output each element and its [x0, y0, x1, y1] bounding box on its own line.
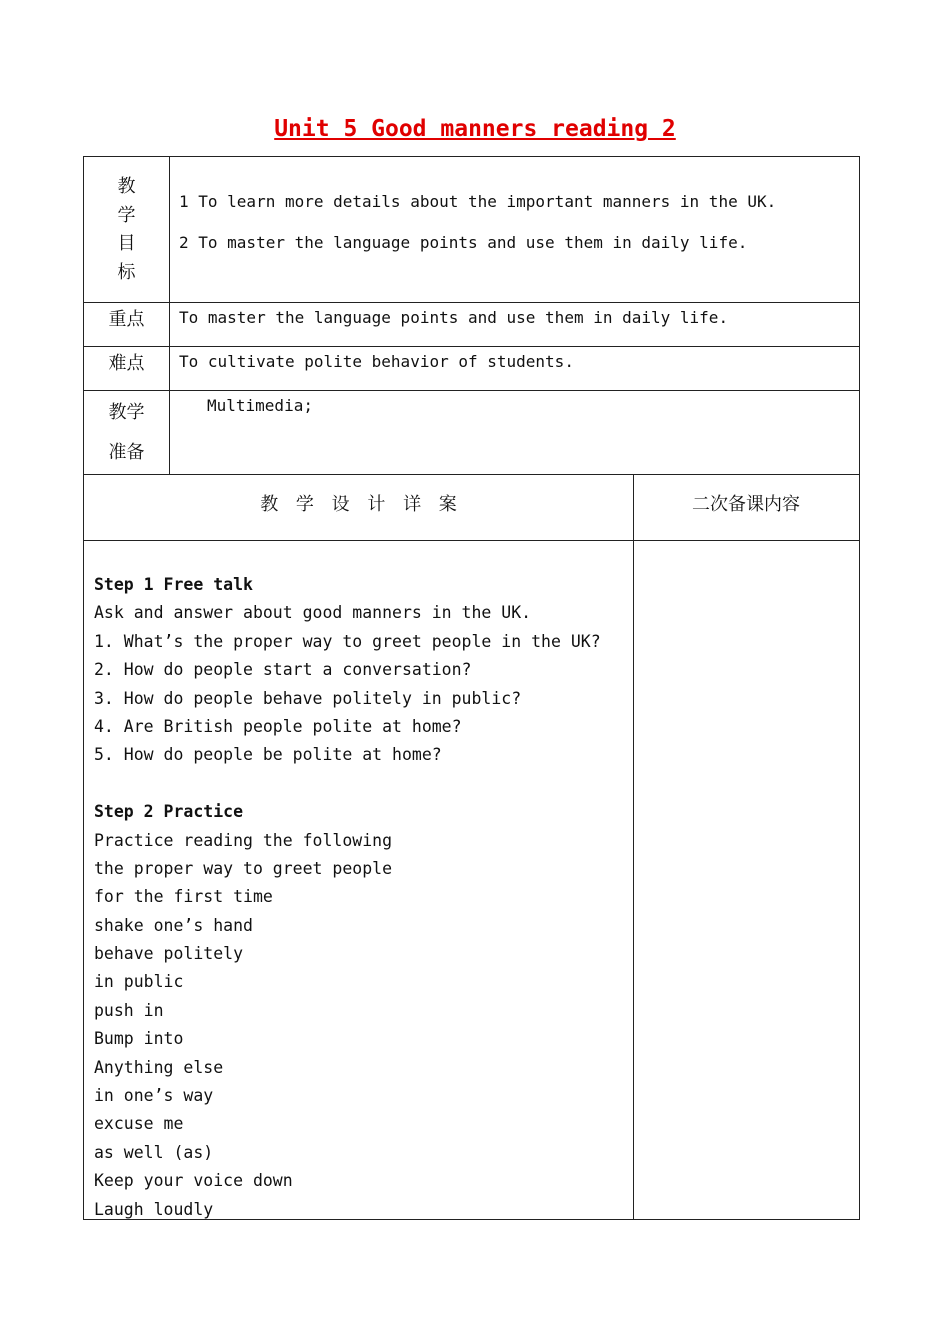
key-point-text: To master the language points and use them in daily life.	[179, 308, 729, 327]
row-divider	[84, 540, 859, 541]
phrase-item: Laugh loudly	[94, 1199, 214, 1219]
lesson-plan-table	[83, 156, 860, 1220]
row-divider	[84, 346, 859, 347]
objective-item: 2 To master the language points and use them in daily life.	[179, 233, 748, 252]
design-header-left: 教 学 设 计 详 案	[260, 494, 457, 515]
step2-title: Step 2 Practice	[94, 802, 244, 822]
phrase-item: Bump into	[94, 1029, 184, 1049]
lesson-content	[94, 571, 601, 1224]
step1-intro: Ask and answer about good manners in the UK.	[94, 603, 532, 623]
phrase-item: push in	[94, 1000, 164, 1020]
label-column-divider	[169, 157, 170, 474]
phrase-item: shake one’s hand	[94, 915, 253, 935]
step1-question: 1. What’s the proper way to greet people in the UK?	[94, 631, 601, 651]
difficulty-text: To cultivate polite behavior of students.	[179, 352, 574, 371]
design-header-right: 二次备课内容	[692, 494, 800, 515]
phrase-item: excuse me	[94, 1114, 184, 1134]
phrase-item: in public	[94, 972, 184, 992]
phrase-item: in one’s way	[94, 1086, 214, 1106]
objectives-label: 教 学 目 标	[117, 176, 136, 283]
step1-question: 4. Are British people polite at home?	[94, 716, 462, 736]
key-point-label: 重点	[108, 309, 145, 330]
step1-title: Step 1 Free talk	[94, 575, 253, 594]
phrase-item: Keep your voice down	[94, 1171, 293, 1191]
row-divider	[84, 390, 859, 391]
difficulty-label: 难点	[108, 353, 145, 374]
step2-intro: Practice reading the following	[94, 830, 393, 850]
preparation-label: 教学 准备	[108, 402, 145, 463]
blank-line	[94, 770, 601, 798]
phrase-item: for the first time	[94, 887, 273, 907]
document-title: Unit 5 Good manners reading 2	[274, 116, 676, 142]
notes-column-divider	[633, 474, 634, 1220]
phrase-item: Anything else	[94, 1057, 224, 1077]
phrase-item: behave politely	[94, 944, 244, 964]
phrase-item: as well (as)	[94, 1142, 214, 1162]
step1-question: 5. How do people be polite at home?	[94, 745, 442, 765]
row-divider	[84, 474, 859, 475]
row-divider	[84, 302, 859, 303]
preparation-text: Multimedia;	[207, 396, 313, 415]
objective-item: 1 To learn more details about the important manners in the UK.	[179, 192, 777, 211]
step1-question: 3. How do people behave politely in public?	[94, 688, 522, 708]
phrase-item: the proper way to greet people	[94, 858, 393, 878]
step1-question: 2. How do people start a conversation?	[94, 660, 472, 680]
